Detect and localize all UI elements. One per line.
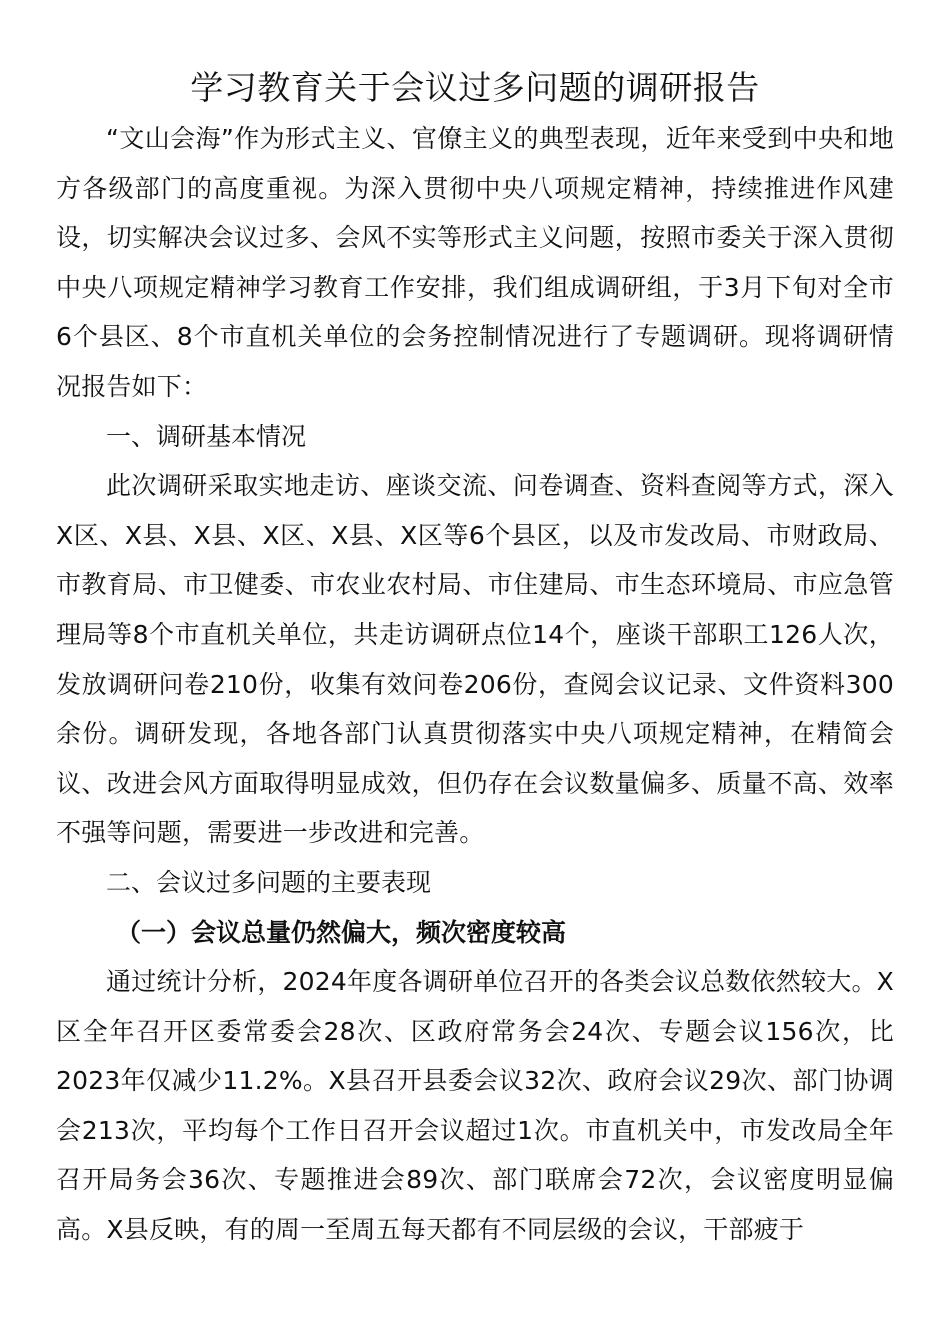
section-heading-2: 二、会议过多问题的主要表现: [106, 867, 432, 897]
document-page: [56, 62, 894, 1255]
section-heading-1: 一、调研基本情况: [106, 421, 307, 451]
document-title: 学习教育关于会议过多问题的调研报告: [190, 68, 760, 107]
subsection-2-1-paragraph: 通过统计分析，2024年度各调研单位召开的各类会议总数依然较大。X区全年召开区委常委会28次、区政府常务会24次、专题会议156次，比2023年仅减少11.2%。X县召开县委会议32次、政府会议29次、部门协调会213次，平均每个工作日召开会议超过1次。市直机关中，市发改局全年召开局务会36次、专题推进会89次、部门联席会72次，会议密度明显偏高。X县反映，有的周一至周五每天都有不同层级的会议，干部疲于: [56, 967, 894, 1245]
intro-paragraph: “文山会海”作为形式主义、官僚主义的典型表现，近年来受到中央和地方各级部门的高度重视。为深入贯彻中央八项规定精神，持续推进作风建设，切实解决会议过多、会风不实等形式主义问题，按照市委关于深入贯彻中央八项规定精神学习教育工作安排，我们组成调研组，于3月下旬对全市6个县区、8个市直机关单位的会务控制情况进行了专题调研。现将调研情况报告如下：: [56, 124, 894, 401]
subsection-heading-2-1: （一）会议总量仍然偏大，频次密度较高: [116, 917, 567, 947]
section-1-paragraph: 此次调研采取实地走访、座谈交流、问卷调查、资料查阅等方式，深入X区、X县、X县、X区、X县、X区等6个县区，以及市发改局、市财政局、市教育局、市卫健委、市农业农村局、市住建局、市生态环境局、市应急管理局等8个市直机关单位，共走访调研点位14个，座谈干部职工126人次，发放调研问卷210份，收集有效问卷206份，查阅会议记录、文件资料300余份。调研发现，各地各部门认真贯彻落实中央八项规定精神，在精简会议、改进会风方面取得明显成效，但仍存在会议数量偏多、质量不高、效率不强等问题，需要进一步改进和完善。: [56, 471, 894, 848]
